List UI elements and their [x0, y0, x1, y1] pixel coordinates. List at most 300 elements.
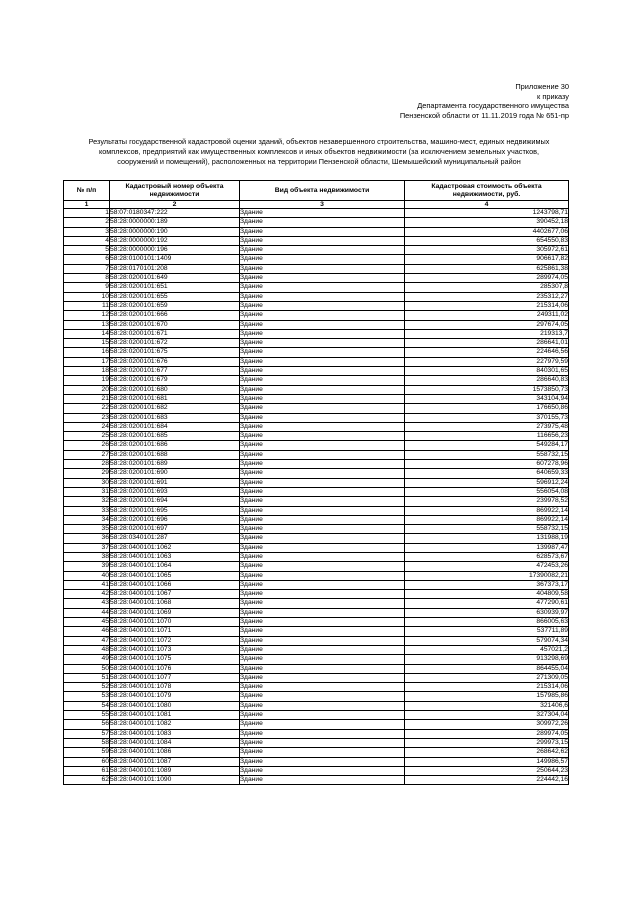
- cadastral-value: 625861,38: [405, 264, 569, 273]
- cadastral-number: 58:28:0400101:1083: [110, 729, 240, 738]
- row-number: 3: [64, 227, 110, 236]
- cadastral-value: 289974,05: [405, 274, 569, 283]
- cadastral-number: 58:28:0400101:1073: [110, 645, 240, 654]
- title-line: комплексов, предприятий как имущественных комплексов и иных объектов недвижимости (за исключением земельных участков,: [98, 147, 540, 156]
- cadastral-number: 58:28:0200101:649: [110, 274, 240, 283]
- row-number: 54: [64, 701, 110, 710]
- table-row: [64, 729, 569, 738]
- object-type: Здание: [240, 608, 405, 617]
- object-type: Здание: [240, 590, 405, 599]
- row-number: 2: [64, 218, 110, 227]
- table-row: [64, 292, 569, 301]
- table-row: [64, 562, 569, 571]
- object-type: Здание: [240, 720, 405, 729]
- table-row: [64, 255, 569, 264]
- cadastral-number: 58:28:0200101:676: [110, 357, 240, 366]
- cadastral-number: 58:28:0400101:1082: [110, 720, 240, 729]
- cadastral-value: 305972,61: [405, 246, 569, 255]
- row-number: 62: [64, 776, 110, 785]
- object-type: Здание: [240, 357, 405, 366]
- row-number: 49: [64, 655, 110, 664]
- object-type: Здание: [240, 515, 405, 524]
- table-row: [64, 450, 569, 459]
- row-number: 24: [64, 422, 110, 431]
- object-type: Здание: [240, 264, 405, 273]
- cadastral-number: 58:28:0200101:683: [110, 413, 240, 422]
- table-row: [64, 720, 569, 729]
- cadastral-number: 58:28:0200101:688: [110, 450, 240, 459]
- object-type: Здание: [240, 776, 405, 785]
- table-row: [64, 329, 569, 338]
- row-number: 16: [64, 348, 110, 357]
- cadastral-number: 58:28:0340101:287: [110, 534, 240, 543]
- cadastral-value: 390452,18: [405, 218, 569, 227]
- cadastral-value: 327304,04: [405, 711, 569, 720]
- row-number: 1: [64, 209, 110, 218]
- cadastral-number: 58:28:0200101:684: [110, 422, 240, 431]
- cadastral-number: 58:28:0400101:1072: [110, 636, 240, 645]
- title-line: Результаты государственной кадастровой оценки зданий, объектов незавершенного строительства, машино-мест, единых недвижимых: [88, 137, 550, 146]
- cadastral-value: 628573,67: [405, 552, 569, 561]
- cadastral-value: 17390082,21: [405, 571, 569, 580]
- cadastral-number: 58:28:0400101:1075: [110, 655, 240, 664]
- column-number: 3: [240, 201, 405, 209]
- column-number: 4: [405, 201, 569, 209]
- table-row: [64, 645, 569, 654]
- cadastral-value: 869922,14: [405, 515, 569, 524]
- cadastral-value: 549284,17: [405, 441, 569, 450]
- object-type: Здание: [240, 209, 405, 218]
- object-type: Здание: [240, 348, 405, 357]
- object-type: Здание: [240, 552, 405, 561]
- cadastral-value: 1243798,71: [405, 209, 569, 218]
- row-number: 47: [64, 636, 110, 645]
- cadastral-number: 58:28:0400101:1081: [110, 711, 240, 720]
- object-type: Здание: [240, 618, 405, 627]
- cadastral-number: 58:28:0200101:677: [110, 367, 240, 376]
- title-line: сооружений и помещений), расположенных на территории Пензенской области, Шемышейский муниципальный район: [117, 157, 521, 166]
- cadastral-number: 58:28:0200101:693: [110, 487, 240, 496]
- cadastral-number: 58:28:0200101:681: [110, 394, 240, 403]
- row-number: 7: [64, 264, 110, 273]
- cadastral-number: 58:28:0200101:670: [110, 320, 240, 329]
- cadastral-number: 58:28:0400101:1077: [110, 673, 240, 682]
- cadastral-value: 343104,94: [405, 394, 569, 403]
- cadastral-value: 224442,16: [405, 776, 569, 785]
- table-row: [64, 683, 569, 692]
- object-type: Здание: [240, 413, 405, 422]
- object-type: Здание: [240, 655, 405, 664]
- row-number: 61: [64, 766, 110, 775]
- table-row: [64, 301, 569, 310]
- table-row: [64, 460, 569, 469]
- cadastral-number: 58:28:0200101:689: [110, 460, 240, 469]
- cadastral-number: 58:28:0400101:1068: [110, 599, 240, 608]
- table-row: [64, 664, 569, 673]
- cadastral-number: 58:28:0400101:1089: [110, 766, 240, 775]
- table-row: [64, 673, 569, 682]
- cadastral-value: 866005,63: [405, 618, 569, 627]
- row-number: 39: [64, 562, 110, 571]
- cadastral-value: 224646,56: [405, 348, 569, 357]
- object-type: Здание: [240, 757, 405, 766]
- table-row: [64, 543, 569, 552]
- appendix-line: к приказу: [537, 91, 569, 101]
- row-number: 14: [64, 329, 110, 338]
- cadastral-number: 58:28:0000000:189: [110, 218, 240, 227]
- table-row: [64, 692, 569, 701]
- cadastral-value: 4402677,06: [405, 227, 569, 236]
- cadastral-value: 131988,19: [405, 534, 569, 543]
- table-row: [64, 264, 569, 273]
- object-type: Здание: [240, 460, 405, 469]
- table-row: [64, 274, 569, 283]
- cadastral-value: 299973,15: [405, 738, 569, 747]
- cadastral-value: 268642,62: [405, 748, 569, 757]
- row-number: 37: [64, 543, 110, 552]
- cadastral-value: 250644,23: [405, 766, 569, 775]
- table-row: [64, 339, 569, 348]
- object-type: Здание: [240, 748, 405, 757]
- table-row: [64, 738, 569, 747]
- cadastral-number: 58:28:0400101:1079: [110, 692, 240, 701]
- object-type: Здание: [240, 274, 405, 283]
- table-row: [64, 580, 569, 589]
- cadastral-number: 58:28:0200101:695: [110, 506, 240, 515]
- row-number: 22: [64, 404, 110, 413]
- object-type: Здание: [240, 729, 405, 738]
- table-row: [64, 748, 569, 757]
- row-number: 26: [64, 441, 110, 450]
- object-type: Здание: [240, 367, 405, 376]
- object-type: Здание: [240, 534, 405, 543]
- row-number: 34: [64, 515, 110, 524]
- table-row: [64, 394, 569, 403]
- object-type: Здание: [240, 636, 405, 645]
- cadastral-number: 58:28:0000000:190: [110, 227, 240, 236]
- cadastral-value: 596912,24: [405, 478, 569, 487]
- table-row: [64, 376, 569, 385]
- cadastral-value: 273975,48: [405, 422, 569, 431]
- cadastral-value: 321406,6: [405, 701, 569, 710]
- cadastral-value: 640659,33: [405, 469, 569, 478]
- cadastral-value: 227979,59: [405, 357, 569, 366]
- row-number: 10: [64, 292, 110, 301]
- row-number: 40: [64, 571, 110, 580]
- row-number: 45: [64, 618, 110, 627]
- row-number: 33: [64, 506, 110, 515]
- row-number: 41: [64, 580, 110, 589]
- table-row: [64, 776, 569, 785]
- cadastral-number: 58:28:0100101:1409: [110, 255, 240, 264]
- row-number: 58: [64, 738, 110, 747]
- table-row: [64, 701, 569, 710]
- cadastral-value: 235312,27: [405, 292, 569, 301]
- cadastral-number: 58:28:0400101:1084: [110, 738, 240, 747]
- table-row: [64, 311, 569, 320]
- cadastral-value: 289974,05: [405, 729, 569, 738]
- cadastral-value: 249311,02: [405, 311, 569, 320]
- cadastral-number: 58:28:0200101:690: [110, 469, 240, 478]
- object-type: Здание: [240, 301, 405, 310]
- cadastral-number: 58:28:0400101:1071: [110, 627, 240, 636]
- row-number: 53: [64, 692, 110, 701]
- cadastral-number: 58:28:0400101:1076: [110, 664, 240, 673]
- object-type: Здание: [240, 506, 405, 515]
- cadastral-value: 370155,73: [405, 413, 569, 422]
- cadastral-number: 58:28:0200101:680: [110, 385, 240, 394]
- cadastral-value: 116656,23: [405, 432, 569, 441]
- row-number: 15: [64, 339, 110, 348]
- row-number: 18: [64, 367, 110, 376]
- cadastral-number: 58:28:0400101:1066: [110, 580, 240, 589]
- cadastral-number: 58:28:0400101:1063: [110, 552, 240, 561]
- object-type: Здание: [240, 543, 405, 552]
- row-number: 30: [64, 478, 110, 487]
- object-type: Здание: [240, 236, 405, 245]
- object-type: Здание: [240, 255, 405, 264]
- object-type: Здание: [240, 738, 405, 747]
- row-number: 11: [64, 301, 110, 310]
- document-title: [58, 137, 580, 167]
- object-type: Здание: [240, 246, 405, 255]
- row-number: 51: [64, 673, 110, 682]
- cadastral-number: 58:28:0400101:1064: [110, 562, 240, 571]
- row-number: 50: [64, 664, 110, 673]
- row-number: 35: [64, 525, 110, 534]
- cadastral-number: 58:28:0000000:196: [110, 246, 240, 255]
- table-row: [64, 283, 569, 292]
- cadastral-number: 58:28:0200101:655: [110, 292, 240, 301]
- object-type: Здание: [240, 376, 405, 385]
- appendix-reference: [269, 82, 569, 120]
- row-number: 60: [64, 757, 110, 766]
- table-header: [64, 181, 569, 209]
- row-number: 48: [64, 645, 110, 654]
- table-row: [64, 422, 569, 431]
- table-row: [64, 432, 569, 441]
- object-type: Здание: [240, 711, 405, 720]
- table-row: [64, 590, 569, 599]
- table-row: [64, 497, 569, 506]
- object-type: Здание: [240, 441, 405, 450]
- row-number: 59: [64, 748, 110, 757]
- cadastral-value: 239978,52: [405, 497, 569, 506]
- cadastral-value: 285307,8: [405, 283, 569, 292]
- object-type: Здание: [240, 487, 405, 496]
- cadastral-number: 58:28:0400101:1078: [110, 683, 240, 692]
- cadastral-value: 457021,2: [405, 645, 569, 654]
- header-number: № п/п: [64, 181, 110, 201]
- table-row: [64, 236, 569, 245]
- header-cadastral-value: Кадастровая стоимость объекта недвижимости, руб.: [405, 181, 569, 201]
- object-type: Здание: [240, 283, 405, 292]
- cadastral-value: 558732,15: [405, 450, 569, 459]
- table-body: [64, 209, 569, 785]
- row-number: 36: [64, 534, 110, 543]
- cadastral-number: 58:28:0400101:1062: [110, 543, 240, 552]
- cadastral-value: 297674,05: [405, 320, 569, 329]
- table-row: [64, 478, 569, 487]
- table-row: [64, 534, 569, 543]
- row-number: 31: [64, 487, 110, 496]
- object-type: Здание: [240, 701, 405, 710]
- appendix-line: Приложение 30: [515, 82, 569, 91]
- table-row: [64, 348, 569, 357]
- table-row: [64, 246, 569, 255]
- cadastral-value: 630939,97: [405, 608, 569, 617]
- cadastral-number: 58:28:0200101:686: [110, 441, 240, 450]
- cadastral-value: 579074,34: [405, 636, 569, 645]
- object-type: Здание: [240, 525, 405, 534]
- appendix-line: Департамента государственного имущества: [417, 101, 569, 111]
- cadastral-value: 607278,96: [405, 460, 569, 469]
- table-row: [64, 209, 569, 218]
- object-type: Здание: [240, 645, 405, 654]
- object-type: Здание: [240, 339, 405, 348]
- cadastral-value: 176650,86: [405, 404, 569, 413]
- table-row: [64, 618, 569, 627]
- row-number: 21: [64, 394, 110, 403]
- table-row: [64, 599, 569, 608]
- cadastral-number: 58:28:0200101:685: [110, 432, 240, 441]
- cadastral-number: 58:28:0200101:651: [110, 283, 240, 292]
- object-type: Здание: [240, 311, 405, 320]
- table-row: [64, 441, 569, 450]
- cadastral-value: 219313,7: [405, 329, 569, 338]
- table-row: [64, 766, 569, 775]
- table-row: [64, 627, 569, 636]
- row-number: 6: [64, 255, 110, 264]
- cadastral-number: 58:28:0400101:1087: [110, 757, 240, 766]
- object-type: Здание: [240, 599, 405, 608]
- table-row: [64, 636, 569, 645]
- object-type: Здание: [240, 580, 405, 589]
- table-row: [64, 469, 569, 478]
- object-type: Здание: [240, 683, 405, 692]
- table-row: [64, 487, 569, 496]
- object-type: Здание: [240, 385, 405, 394]
- header-cadastral-number: Кадастровый номер объекта недвижимости: [110, 181, 240, 201]
- cadastral-number: 58:28:0400101:1080: [110, 701, 240, 710]
- row-number: 56: [64, 720, 110, 729]
- object-type: Здание: [240, 218, 405, 227]
- table-row: [64, 525, 569, 534]
- table-row: [64, 506, 569, 515]
- cadastral-number: 58:28:0200101:666: [110, 311, 240, 320]
- cadastral-value: 654550,83: [405, 236, 569, 245]
- table-row: [64, 711, 569, 720]
- object-type: Здание: [240, 562, 405, 571]
- cadastral-number: 58:28:0200101:694: [110, 497, 240, 506]
- table-row: [64, 552, 569, 561]
- object-type: Здание: [240, 766, 405, 775]
- cadastral-value: 869922,14: [405, 506, 569, 515]
- row-number: 55: [64, 711, 110, 720]
- cadastral-value: 309972,26: [405, 720, 569, 729]
- row-number: 42: [64, 590, 110, 599]
- column-number-row: [64, 201, 569, 209]
- cadastral-value: 477290,61: [405, 599, 569, 608]
- cadastral-value: 149986,57: [405, 757, 569, 766]
- row-number: 9: [64, 283, 110, 292]
- cadastral-number: 58:28:0400101:1070: [110, 618, 240, 627]
- cadastral-number: 58:28:0400101:1067: [110, 590, 240, 599]
- cadastral-value: 157985,86: [405, 692, 569, 701]
- row-number: 13: [64, 320, 110, 329]
- object-type: Здание: [240, 320, 405, 329]
- cadastral-value: 472453,26: [405, 562, 569, 571]
- table-row: [64, 571, 569, 580]
- object-type: Здание: [240, 432, 405, 441]
- table-row: [64, 515, 569, 524]
- appendix-line: Пензенской области от 11.11.2019 года № 651-пр: [399, 110, 569, 120]
- row-number: 52: [64, 683, 110, 692]
- object-type: Здание: [240, 664, 405, 673]
- table-row: [64, 655, 569, 664]
- cadastral-number: 58:28:0000000:192: [110, 236, 240, 245]
- column-number: 1: [64, 201, 110, 209]
- cadastral-number: 58:07:0180347:222: [110, 209, 240, 218]
- cadastral-number: 58:28:0200101:659: [110, 301, 240, 310]
- object-type: Здание: [240, 422, 405, 431]
- cadastral-value: 404809,58: [405, 590, 569, 599]
- cadastral-number: 58:28:0200101:691: [110, 478, 240, 487]
- row-number: 5: [64, 246, 110, 255]
- row-number: 4: [64, 236, 110, 245]
- cadastral-number: 58:28:0400101:1090: [110, 776, 240, 785]
- cadastral-value: 556054,08: [405, 487, 569, 496]
- table-row: [64, 320, 569, 329]
- object-type: Здание: [240, 227, 405, 236]
- cadastral-number: 58:28:0200101:682: [110, 404, 240, 413]
- row-number: 8: [64, 274, 110, 283]
- object-type: Здание: [240, 404, 405, 413]
- cadastral-number: 58:28:0170101:208: [110, 264, 240, 273]
- table-row: [64, 608, 569, 617]
- object-type: Здание: [240, 469, 405, 478]
- row-number: 17: [64, 357, 110, 366]
- cadastral-value: 286640,83: [405, 376, 569, 385]
- object-type: Здание: [240, 394, 405, 403]
- table-row: [64, 227, 569, 236]
- cadastral-value: 215314,06: [405, 683, 569, 692]
- column-number: 2: [110, 201, 240, 209]
- cadastral-number: 58:28:0200101:672: [110, 339, 240, 348]
- object-type: Здание: [240, 627, 405, 636]
- table-row: [64, 218, 569, 227]
- row-number: 38: [64, 552, 110, 561]
- cadastral-number: 58:28:0200101:675: [110, 348, 240, 357]
- row-number: 25: [64, 432, 110, 441]
- cadastral-value: 139987,47: [405, 543, 569, 552]
- table-row: [64, 385, 569, 394]
- cadastral-value: 906617,82: [405, 255, 569, 264]
- object-type: Здание: [240, 329, 405, 338]
- cadastral-value: 271309,05: [405, 673, 569, 682]
- cadastral-value: 215314,06: [405, 301, 569, 310]
- header-object-type: Вид объекта недвижимости: [240, 181, 405, 201]
- object-type: Здание: [240, 478, 405, 487]
- cadastral-value: 840301,65: [405, 367, 569, 376]
- header-row: [64, 181, 569, 201]
- row-number: 57: [64, 729, 110, 738]
- cadastral-number: 58:28:0400101:1065: [110, 571, 240, 580]
- row-number: 46: [64, 627, 110, 636]
- cadastral-value: 537711,89: [405, 627, 569, 636]
- cadastral-value: 1573850,73: [405, 385, 569, 394]
- row-number: 23: [64, 413, 110, 422]
